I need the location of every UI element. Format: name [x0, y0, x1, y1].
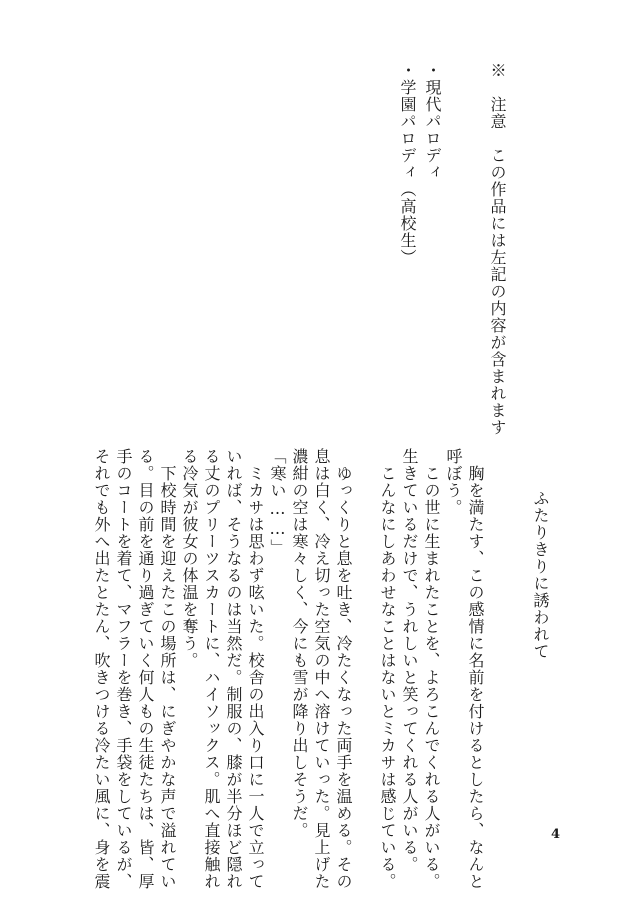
story-line: この世に生まれたことを、よろこんでくれる人がいる。 — [422, 448, 441, 890]
story-line: 濃紺の空は寒々しく、今にも雪が降り出しそうだ。 — [290, 448, 309, 839]
page-number: 4 — [551, 827, 561, 842]
story-line: いれば、そうなるのは当然だ。制服の、膝が半分ほど隠れ — [224, 448, 243, 890]
story-line: 手のコートを着て、マフラーを巻き、手袋をしているが、 — [114, 448, 133, 890]
story-line: 下校時間を迎えたこの場所は、にぎやかな声で溢れてい — [158, 448, 177, 890]
story-line: 生きているだけで、うれしいと笑ってくれる人がいる。 — [400, 448, 419, 873]
story-line: ミカサは思わず呟いた。校舎の出入り口に一人で立って — [246, 448, 265, 890]
story-line: 胸を満たす、この感情に名前を付けるとしたら、なんと — [466, 448, 485, 890]
notice-item: ・現代パロディ — [423, 62, 442, 181]
story-line: 息は白く、冷え切った空気の中へ溶けていった。見上げた — [312, 448, 331, 890]
story-line: る冷気が彼女の体温を奪う。 — [180, 448, 199, 669]
story-line: それでも外へ出たとたん、吹きつける冷たい風に、身を震 — [92, 448, 111, 890]
notice-heading: ※ 注意 この作品には左記の内容が含まれます — [488, 62, 507, 436]
notice-item: ・学園パロディ（高校生） — [398, 62, 417, 266]
story-line: こんなにしあわせなことはないとミカサは感じている。 — [378, 448, 397, 890]
story-line: る丈のプリーツスカートに、ハイソックス。肌へ直接触れ — [202, 448, 221, 890]
story-title: ふたりきりに誘われて — [531, 490, 550, 660]
story-line: 「寒い……」 — [268, 448, 287, 556]
story-line: 呼ぼう。 — [444, 448, 463, 516]
story-line: ゆっくりと息を吐き、冷たくなった両手を温める。その — [334, 448, 353, 890]
story-line: る。目の前を通り過ぎていく何人もの生徒たちは、皆、厚 — [136, 448, 155, 890]
